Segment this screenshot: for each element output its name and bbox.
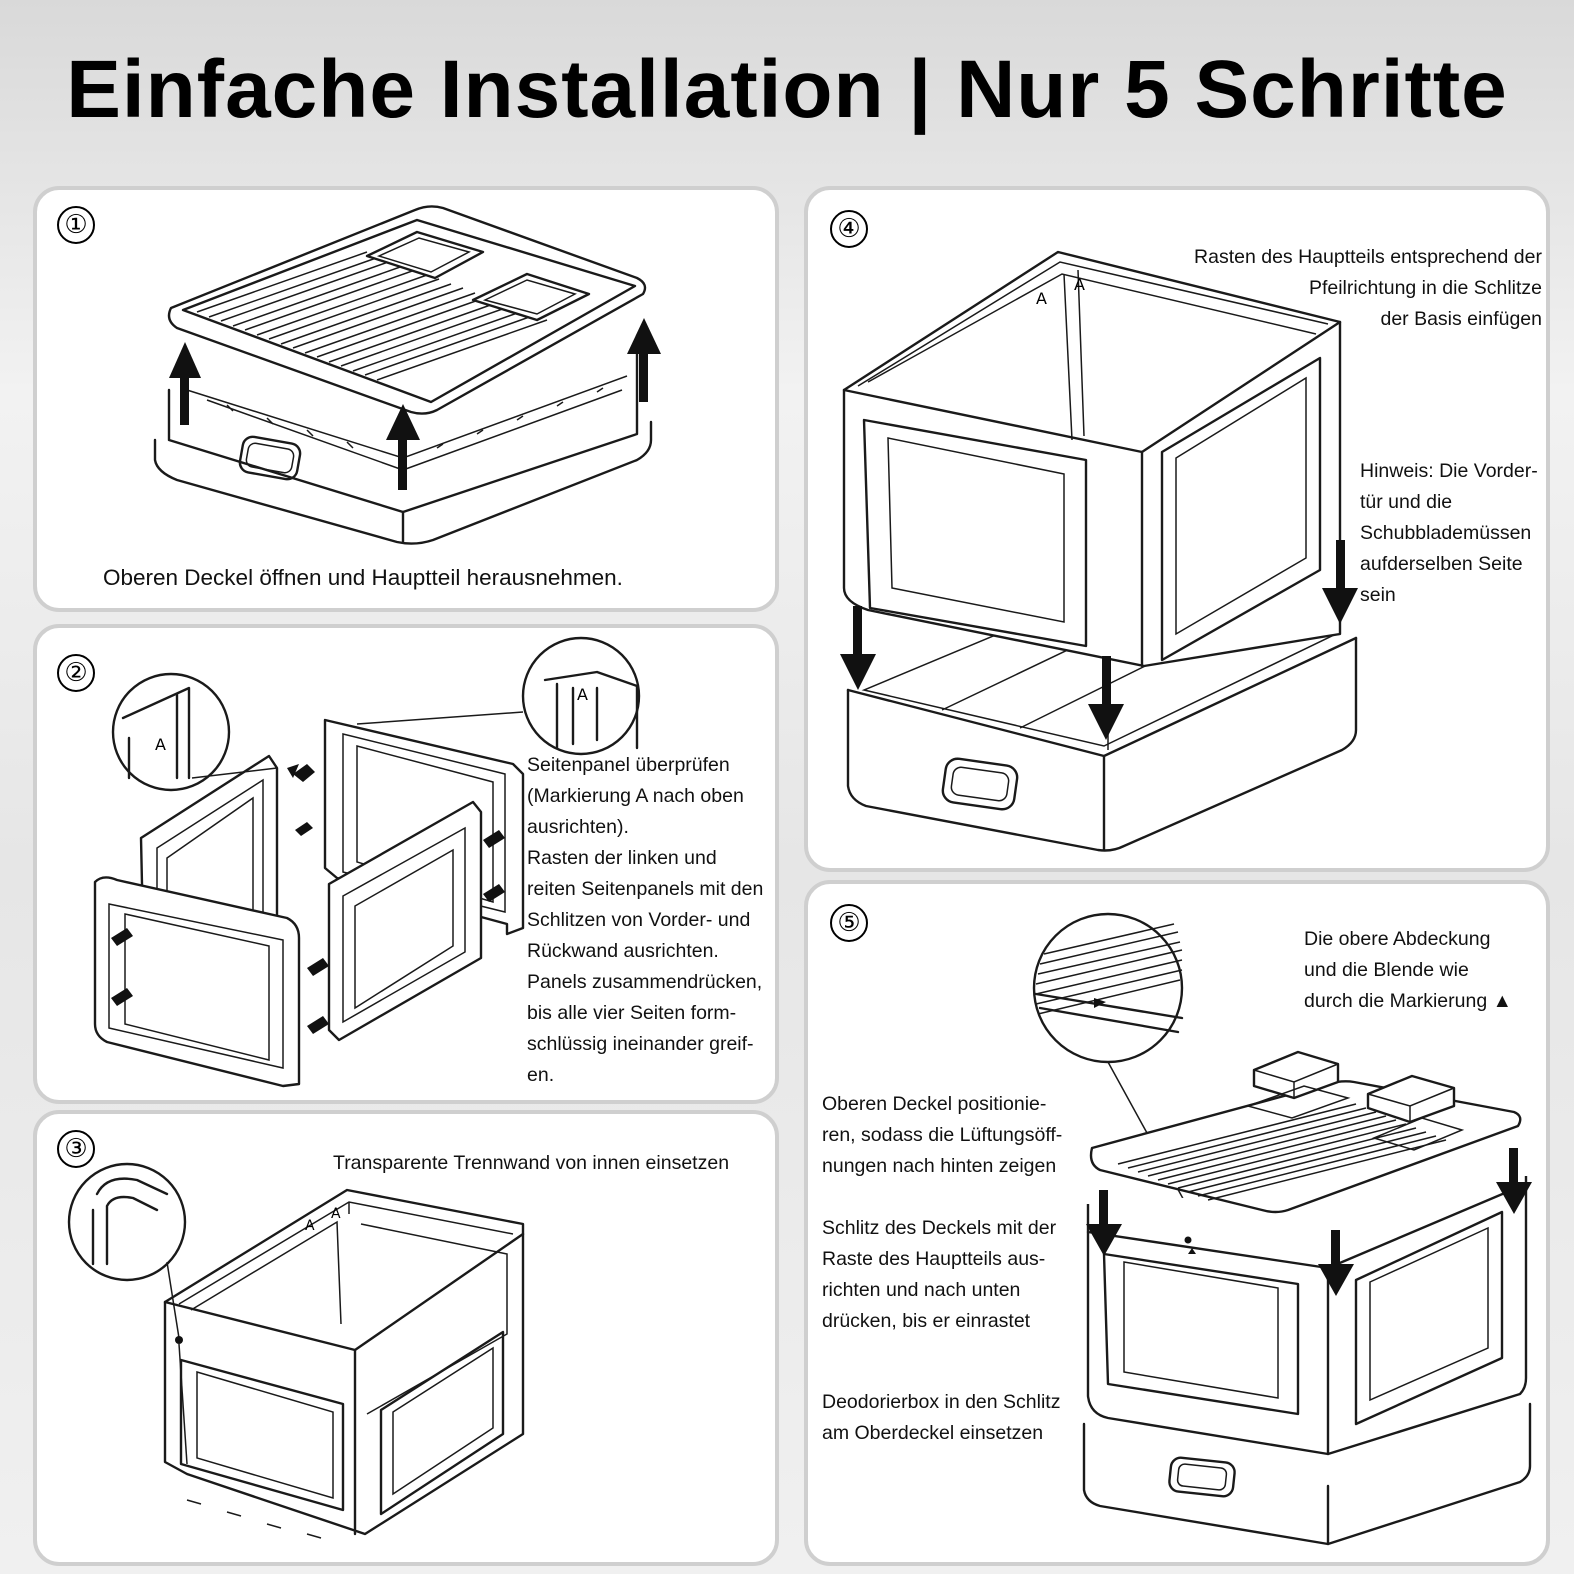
step-4-note-line: aufderselben Seite [1360,553,1523,575]
step-2-line: Seitenpanel überprüfen [527,754,730,776]
step-1-text [103,562,623,593]
step-5-caption-line: und die Blende wie [1304,959,1469,981]
step-2-line: Panels zusammendrücken, [527,971,763,993]
step-4-note-line: Hinweis: Die Vorder- [1360,460,1538,482]
step-4-note [1360,456,1538,611]
step-3-text [333,1148,729,1179]
step-3-mark-a: A [305,1218,315,1234]
step-3-number: ③ [57,1130,95,1168]
step-5-block-2 [822,1213,1056,1337]
step-5-caption [1304,924,1512,1017]
page-title: Einfache Installation | Nur 5 Schritte [66,44,1508,135]
step-2-line: reiten Seitenpanels mit den [527,878,764,900]
step-3-illustration [37,1114,779,1566]
step-4-note-line: sein [1360,584,1396,606]
step-5-caption-line: Die obere Abdeckung [1304,928,1491,950]
step-2-panel [33,624,779,1104]
step-2-line: Rückwand ausrichten. [527,940,719,962]
step-2-line: Rasten der linken und [527,847,717,869]
step-2-mark-a-2: A [577,685,588,704]
step-4-panel [804,186,1550,872]
step-4-caption-line: Pfeilrichtung in die Schlitze [1308,277,1542,299]
step-5-block-2-line: Schlitz des Deckels mit der [822,1217,1057,1239]
step-2-line: ausrichten). [527,816,629,838]
step-2-mark-a: A [155,735,166,754]
step-2-line: bis alle vier Seiten form- [527,1002,737,1024]
step-5-block-3-line: Deodorierbox in den Schlitz [822,1391,1061,1413]
step-3-mark-a-2: A [331,1206,341,1222]
step-5-block-3-line: am Oberdeckel einsetzen [822,1422,1044,1444]
step-5-block-1-line: ren, sodass die Lüftungsöff- [822,1124,1063,1146]
step-5-block-1-line: nungen nach hinten zeigen [822,1155,1057,1177]
step-5-block-2-line: Raste des Hauptteils aus- [822,1248,1046,1270]
step-4-caption-line: Rasten des Hauptteils entsprechend der [1194,246,1542,268]
step-4-mark-a-2: A [1074,275,1085,294]
step-5-number: ⑤ [830,904,868,942]
step-5-caption-line: durch die Markierung ▲ [1304,990,1512,1012]
step-4-number: ④ [830,210,868,248]
step-2-number: ② [57,654,95,692]
step-4-note-line: tür und die [1360,491,1453,513]
step-2-line: schlüssig ineinander greif- [527,1033,754,1055]
step-5-block-1 [822,1089,1062,1182]
step-5-block-3 [822,1387,1060,1449]
step-4-caption [1194,242,1542,335]
step-5-block-2-line: richten und nach unten [822,1279,1021,1301]
step-5-block-1-line: Oberen Deckel positionie- [822,1093,1047,1115]
step-4-caption-line: der Basis einfügen [1380,308,1542,330]
step-2-line: (Markierung A nach oben [527,785,744,807]
step-3-panel [33,1110,779,1566]
step-4-note-line: Schubblademüssen [1360,522,1532,544]
step-3-line: Transparente Trennwand von innen einsetzen [333,1152,730,1174]
step-1-line: Oberen Deckel öffnen und Hauptteil herausnehmen. [103,565,623,590]
step-1-illustration [37,190,779,612]
step-5-panel [804,880,1550,1566]
step-2-line: en. [527,1064,555,1086]
step-2-line: Schlitzen von Vorder- und [527,909,751,931]
step-1-panel [33,186,779,612]
step-5-block-2-line: drücken, bis er einrastet [822,1310,1031,1332]
step-2-text [527,750,763,1091]
step-1-number: ① [57,206,95,244]
step-4-mark-a: A [1036,289,1047,308]
